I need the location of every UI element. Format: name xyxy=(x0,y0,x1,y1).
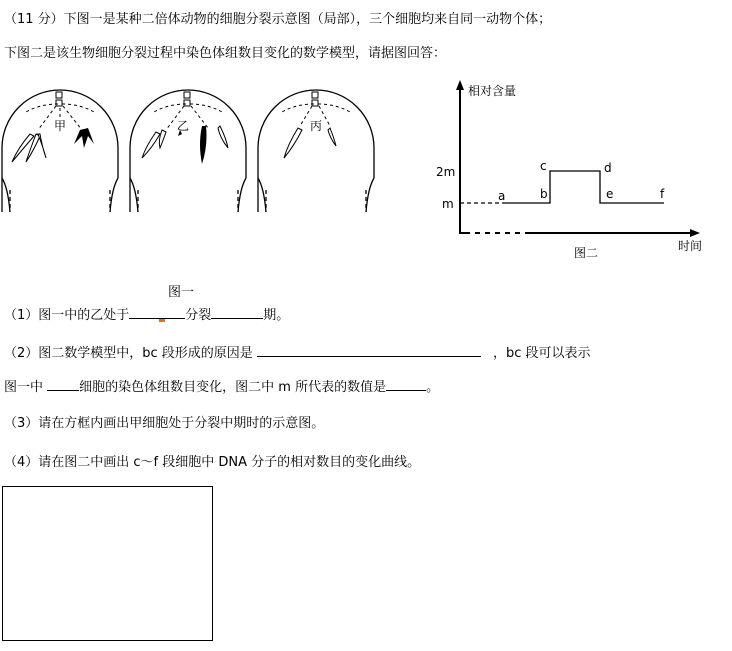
figure2-caption: 图二 xyxy=(574,246,599,260)
intro-line-2: 下图二是该生物细胞分裂过程中染色体组数目变化的数学模型，请据图回答： xyxy=(4,46,447,61)
question-4: （4）请在图二中画出 c～f 段细胞中 DNA 分子的相对数目的变化曲线。 xyxy=(4,455,421,470)
point-label-c: c xyxy=(540,159,547,173)
cell-jia xyxy=(2,90,118,212)
y-axis-label: 相对含量 xyxy=(468,84,517,98)
answer-blank-2b[interactable] xyxy=(47,378,79,391)
chart-series xyxy=(502,171,664,203)
y-tick-2m: 2m xyxy=(436,165,456,179)
cell-label-bing: 丙 xyxy=(309,119,323,133)
point-label-b: b xyxy=(540,187,548,201)
cell-label-yi: 乙 xyxy=(176,119,190,133)
point-label-a: a xyxy=(498,189,506,203)
question-3: （3）请在方框内画出甲细胞处于分裂中期时的示意图。 xyxy=(4,416,325,431)
question-2: （2）图二数学模型中，bc 段形成的原因是 ，bc 段可以表示 xyxy=(4,346,591,361)
answer-blank-1a[interactable] xyxy=(129,306,185,319)
drawing-answer-box[interactable] xyxy=(2,486,213,641)
question-1: （1）图一中的乙处于 分裂 期。 xyxy=(4,308,290,323)
intro-line-1: （11 分）下图一是某种二倍体动物的细胞分裂示意图（局部），三个细胞均来自同一动物个体； xyxy=(4,12,552,27)
figure1-cells xyxy=(0,78,390,218)
cell-label-jia: 甲 xyxy=(53,119,67,133)
cell-bing xyxy=(258,90,374,212)
answer-blank-1b[interactable] xyxy=(211,306,263,319)
cell-yi xyxy=(130,90,246,212)
point-label-e: e xyxy=(606,187,614,201)
figure1-caption: 图一 xyxy=(168,285,195,300)
answer-blank-2a[interactable] xyxy=(257,344,481,357)
x-axis-label: 时间 xyxy=(678,239,703,253)
orange-mark xyxy=(159,319,165,322)
series-line xyxy=(502,171,664,203)
y-tick-m: m xyxy=(442,197,454,211)
answer-blank-2c[interactable] xyxy=(386,378,426,391)
point-label-f: f xyxy=(660,187,665,201)
figure2-chart xyxy=(420,78,720,268)
point-label-d: d xyxy=(604,161,612,175)
question-2-cont: 图一中 细胞的染色体组数目变化，图二中 m 所代表的数值是 。 xyxy=(4,380,440,395)
